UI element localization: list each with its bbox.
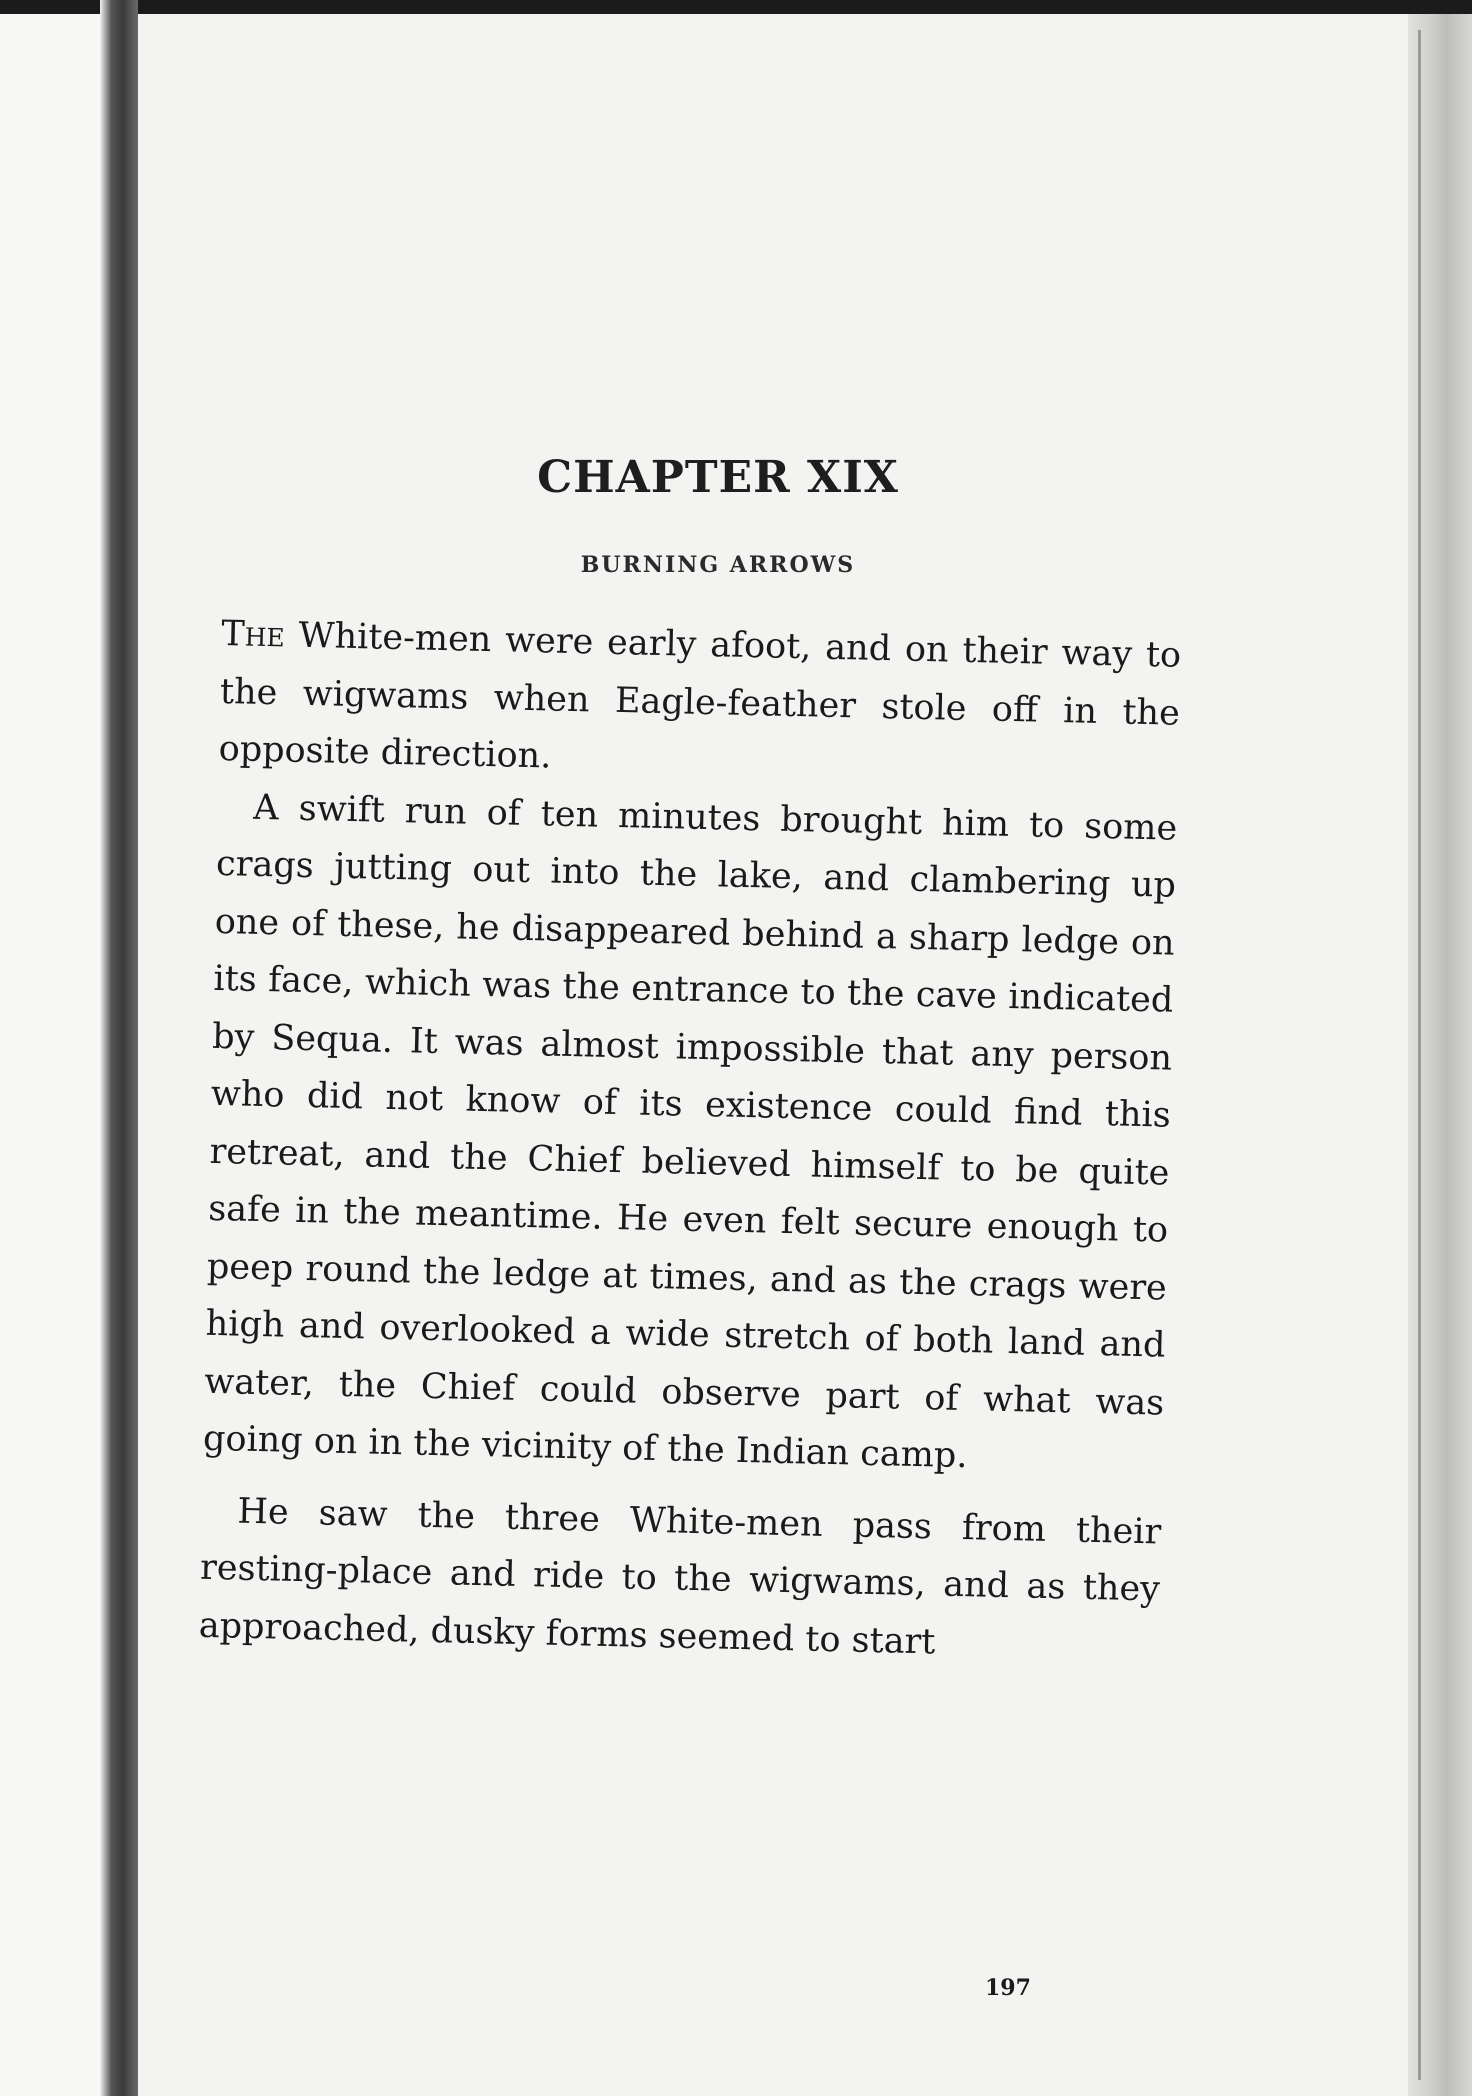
book-spine-shadow — [100, 0, 138, 2096]
chapter-body — [198, 606, 1182, 1677]
paragraph-lead-word: The — [220, 613, 286, 656]
paragraph-2: A swift run of ten minutes brought him to some crags jutting out into the lake, and clambering up one of these, he disappeared behind a sharp ledge on its face, which was the entrance to the cave indicated by Sequa. It was almost impossible that any person who did not know of its existence could find this retreat, and the Chief believed himself to be quite safe in the meantime. He even felt secure enough to peep round the ledge at times, and as the crags were high and overlooked a wide stretch of both land and water, the Chief could observe part of what was going on in the vicinity of the Indian camp. — [202, 787, 1178, 1477]
facing-page-margin — [0, 14, 100, 2096]
paragraph-text: White-men were early afoot, and on their way to the wigwams when Eagle-feather stole off in the opposite direction. — [218, 615, 1182, 777]
chapter-title: CHAPTER XIX — [537, 452, 899, 503]
paragraph-1 — [218, 606, 1182, 800]
page-number: 197 — [985, 1975, 1031, 2001]
paragraph-3: He saw the three White-men pass from their resting-place and ride to the wigwams, and as they approached, dusky forms seemed to start — [198, 1491, 1162, 1662]
page-stack-line — [1418, 30, 1421, 2080]
top-page-edge — [0, 0, 1472, 14]
chapter-subtitle: BURNING ARROWS — [580, 552, 856, 578]
